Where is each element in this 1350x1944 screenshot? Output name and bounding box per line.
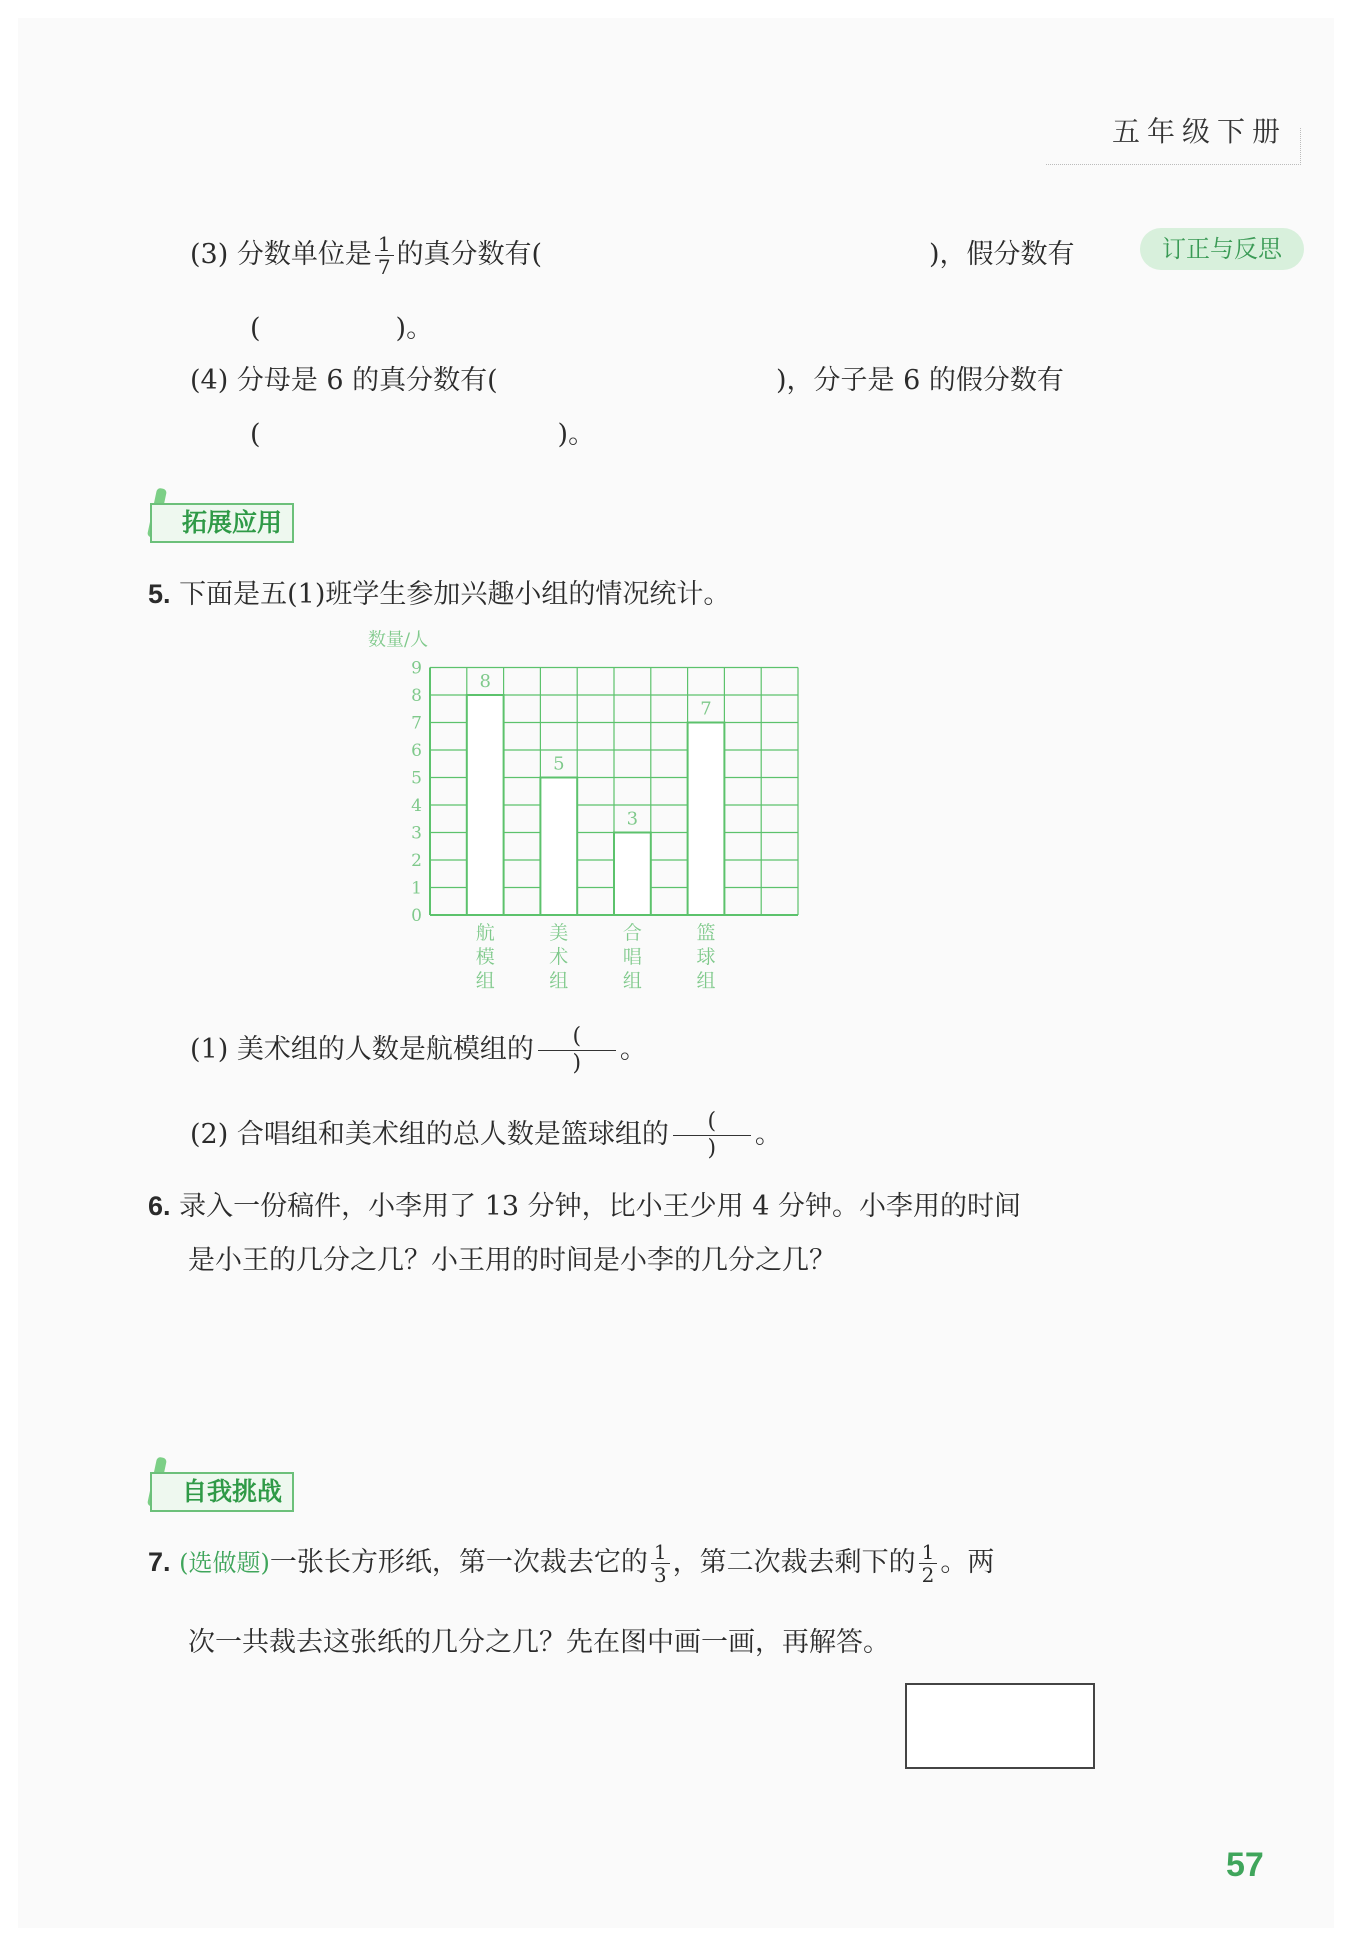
y-tick-label: 6 [411,741,422,761]
drawing-rectangle-box[interactable] [905,1683,1095,1769]
x-tick-label-char: 篮 [696,922,716,944]
q6-line2: 是小王的几分之几？小王用的时间是小李的几分之几？ [188,1245,836,1276]
y-tick-label: 0 [411,906,422,926]
y-tick-label: 1 [411,878,422,899]
q4-part4-tail: )，分子是 6 的假分数有 [776,365,1064,396]
y-tick-label: 7 [411,713,422,734]
x-tick-label-char: 合 [622,922,642,944]
page-number: 57 [1226,1846,1264,1884]
x-tick-label-char: 球 [696,946,716,968]
q5-number: 5. [148,579,171,609]
fraction-one-half [919,1541,938,1586]
correction-reflection-tag: 订正与反思 [1140,228,1304,270]
blank-denominator: ) [707,1136,717,1161]
fraction-denominator: 2 [921,1563,935,1587]
blank-numerator: ( [673,1109,751,1136]
end-mark: 。 [754,1119,782,1150]
q4-part4-line2: ( )。 [250,419,596,450]
y-axis-label: 数量/人 [368,629,429,651]
bar [688,723,725,916]
optional-label: (选做题) [179,1549,270,1577]
bar [467,695,504,915]
bar-value-label: 7 [700,698,712,720]
y-tick-label: 5 [411,768,422,789]
x-tick-label-char: 组 [475,970,495,992]
y-tick-label: 3 [411,823,422,844]
end-mark: 。 [619,1034,647,1065]
section-expand-application: 拓展应用 [150,503,294,543]
x-tick-label-char: 组 [549,970,569,992]
q5-part1-text: (1) 美术组的人数是航模组的 [190,1034,534,1065]
q4-part3-mid: 的真分数有( [396,239,543,270]
x-tick-label-char: 组 [622,970,642,992]
q6-text-line1: 录入一份稿件，小李用了 13 分钟，比小王少用 4 分钟。小李用的时间 [179,1191,1021,1222]
fraction-denominator: 3 [653,1563,667,1587]
q5-text: 下面是五(1)班学生参加兴趣小组的情况统计。 [179,579,731,610]
q5-part2-text: (2) 合唱组和美术组的总人数是篮球组的 [190,1119,669,1150]
bar [614,833,651,916]
x-tick-label-char: 唱 [622,946,642,968]
bar-value-label: 3 [626,808,639,830]
answer-fraction-blank-1[interactable] [538,1024,616,1077]
q5-part1 [190,1024,647,1077]
q4-part3-line2: ( )。 [250,313,434,344]
x-tick-label-char: 美 [549,922,569,944]
bar-value-label: 5 [553,753,565,775]
q7-text2: ，第二次裁去剩下的 [672,1547,916,1578]
y-tick-label: 8 [411,686,422,706]
fraction-numerator: 1 [919,1541,938,1564]
section-self-challenge: 自我挑战 [150,1472,294,1512]
q6-line1 [148,1184,1021,1223]
bar-value-label: 8 [479,671,491,692]
q4-part3-tail: )，假分数有 [929,239,1075,270]
q4-part3-prefix: (3) 分数单位是 [190,239,372,270]
q5-statement [148,572,730,611]
y-tick-label: 9 [411,658,422,679]
fraction-one-third [651,1541,670,1586]
q7-number: 7. [148,1547,171,1577]
y-tick-label: 2 [411,851,422,871]
bar [540,778,577,916]
q6-number: 6. [148,1191,171,1221]
q5-part2 [190,1109,782,1162]
blank-denominator: ) [572,1051,582,1076]
grade-label: 五年级下册 [1112,115,1288,148]
interest-group-bar-chart [330,620,860,1000]
q7-line2: 次一共裁去这张纸的几分之几？先在图中画一画，再解答。 [188,1627,890,1658]
q7-line1 [148,1540,994,1586]
answer-fraction-blank-2[interactable] [673,1109,751,1162]
fraction-one-seventh [375,233,394,278]
q4-part3-line1 [190,232,542,278]
x-tick-label-char: 组 [696,970,716,992]
fraction-denominator: 7 [377,255,391,279]
y-tick-label: 4 [411,796,422,816]
x-tick-label-char: 模 [475,946,495,968]
q7-text3: 。两 [940,1547,995,1578]
fraction-numerator: 1 [651,1541,670,1564]
fraction-numerator: 1 [375,233,394,256]
x-tick-label-char: 术 [549,946,569,968]
blank-numerator: ( [538,1024,616,1051]
q7-text1: 一张长方形纸，第一次裁去它的 [269,1547,648,1578]
x-tick-label-char: 航 [475,922,495,944]
q4-part4-line1: (4) 分母是 6 的真分数有( [190,365,498,396]
